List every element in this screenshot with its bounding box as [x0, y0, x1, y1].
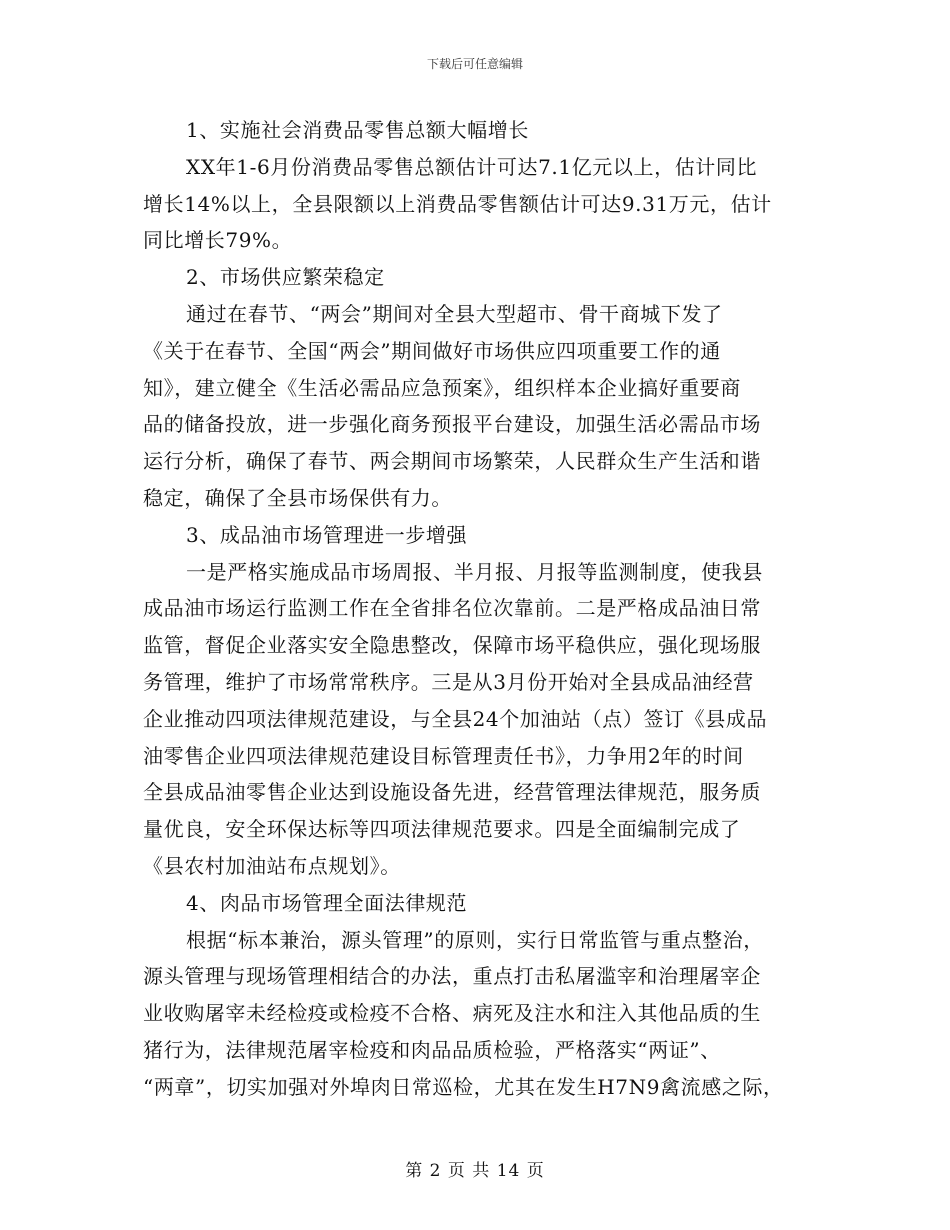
section-heading: 3、成品油市场管理进一步增强 [186, 522, 468, 547]
paragraph-line: 根据“标本兼治，源头管理”的原则，实行日常监管与重点整治， [186, 927, 764, 952]
paragraph-line: XX年1-6月份消费品零售总额估计可达7.1亿元以上，估计同比 [186, 154, 758, 179]
paragraph-line: 成品油市场运行监测工作在全省排名位次靠前。二是严格成品油日常 [143, 596, 761, 621]
paragraph-line: 全县成品油零售企业达到设施设备先进，经营管理法律规范，服务质 [143, 780, 761, 805]
paragraph-line: 企业推动四项法律规范建设，与全县24个加油站（点）签订《县成品 [143, 706, 768, 731]
section-heading: 1、实施社会消费品零售总额大幅增长 [186, 118, 529, 142]
page-number: 第 2 页 共 14 页 [405, 1161, 545, 1181]
section-heading: 4、肉品市场管理全面法律规范 [186, 890, 468, 915]
paragraph-line: 品的储备投放，进一步强化商务预报平台建设，加强生活必需品市场 [143, 412, 761, 437]
paragraph-line: 务管理，维护了市场常常秩序。三是从3月份开始对全县成品油经营 [143, 669, 754, 694]
paragraph-line: 同比增长79%。 [143, 228, 293, 253]
paragraph-line: 油零售企业四项法律规范建设目标管理责任书》，力争用2年的时间 [143, 743, 744, 768]
paragraph-line: 《关于在春节、全国“两会”期间做好市场供应四项重要工作的通 [143, 338, 721, 363]
document-body [143, 112, 823, 1106]
paragraph-line: 知》，建立健全《生活必需品应急预案》，组织样本企业搞好重要商 [143, 375, 741, 400]
paragraph-line: 增长14%以上，全县限额以上消费品零售额估计可达9.31万元，估计 [143, 191, 772, 216]
paragraph-line: 稳定，确保了全县市场保供有力。 [143, 485, 452, 510]
paragraph-line: 源头管理与现场管理相结合的办法，重点打击私屠滥宰和治理屠宰企 [143, 964, 761, 989]
paragraph-line: 猪行为，法律规范屠宰检疫和肉品品质检验，严格落实“两证”、 [143, 1037, 721, 1062]
paragraph-line: 监管，督促企业落实安全隐患整改，保障市场平稳供应，强化现场服 [143, 633, 761, 658]
paragraph-line: 量优良，安全环保达标等四项法律规范要求。四是全面编制完成了 [143, 817, 741, 842]
page-header: 下载后可任意编辑 [426, 57, 523, 71]
paragraph-line: 一是严格实施成品市场周报、半月报、月报等监测制度，使我县 [186, 559, 763, 584]
paragraph-line: 业收购屠宰未经检疫或检疫不合格、病死及注水和注入其他品质的生 [143, 1001, 761, 1026]
paragraph-line: 《县农村加油站布点规划》。 [143, 853, 401, 878]
paragraph-line: “两章”，切实加强对外埠肉日常巡检，尤其在发生H7N9禽流感之际， [143, 1074, 784, 1099]
paragraph-line: 运行分析，确保了春节、两会期间市场繁荣，人民群众生产生活和谐 [143, 449, 761, 474]
paragraph-line: 通过在春节、“两会”期间对全县大型超市、骨干商城下发了 [186, 301, 723, 326]
section-heading: 2、市场供应繁荣稳定 [186, 265, 385, 290]
